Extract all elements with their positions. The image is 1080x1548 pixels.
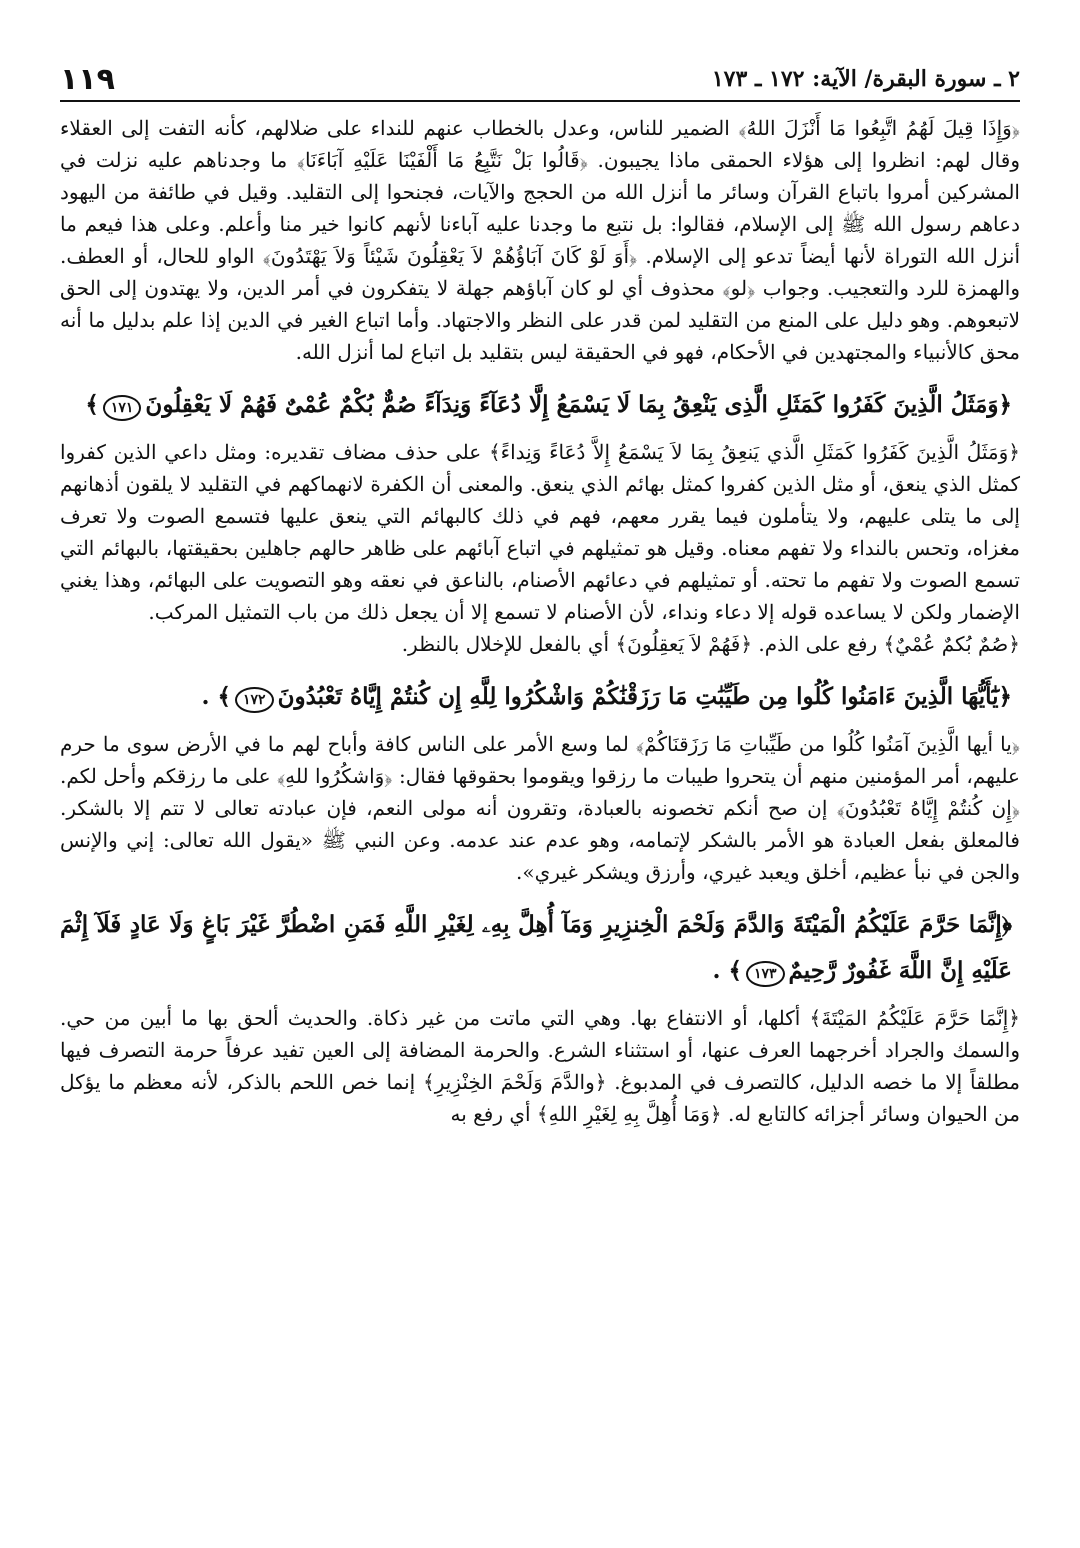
quran-verse [60,382,1020,428]
verse-closing-bracket: ﴾ [85,391,99,418]
verse-closing-bracket: ﴾ . [712,957,742,984]
quran-verse [60,674,1020,720]
verse-text: ﴿إِنَّمَا حَرَّمَ عَلَيْكُمُ الْمَيْتَةَ وَالدَّمَ وَلَحْمَ الْخِنزِيرِ وَمَآ أُهِلَّ بِهِۦ لِغَيْرِ اللَّهِ فَمَنِ اضْطُرَّ غَيْرَ بَاغٍ وَلَا عَادٍ فَلَآ إِثْمَ عَلَيْهِ إِنَّ اللَّهَ غَفُورٌ رَّحِيمٌ [60,911,1012,984]
verse-closing-bracket: ﴾ . [201,683,232,710]
page-number: ١١٩ [60,61,115,97]
verse-number-marker: ١٧٣ [746,961,785,987]
commentary-paragraph: ﴿يا أيها الَّذِينَ آمَنُوا كُلُوا من طَيِّباتِ مَا رَزَقنَاكُمْ﴾ لما وسع الأمر على الناس كافة وأباح لهم ما في الأرض سوى ما حرم عليهم، أمر المؤمنين منهم أن يتحروا طيبات ما رزقوا ويقوموا بحقوقها فقال: ﴿وَاشكُرُوا للهِ﴾ على ما رزقكم وأحل لكم. ﴿إِن كُنتُمْ إِيَّاهُ تَعْبُدُونَ﴾ إن صح أنكم تخصونه بالعبادة، وتقرون أنه مولى النعم، فإن عبادته تعالى لا تتم إلا بالشكر. فالمعلق بفعل العبادة هو الأمر بالشكر لإتمامه، وهو عدم عند عدمه. وعن النبي ﷺ «يقول الله تعالى: إني والإنس والجن في نبأ عظيم، أخلق ويعبد غيري، وأرزق ويشكر غيري». [60,732,1021,884]
page-header [60,58,1020,102]
commentary-paragraph: ﴿صُمٌ بُكمٌ عُمْيٌ﴾ رفع على الذم. ﴿فَهُمْ لاَ يَعقِلُونَ﴾ أي بالفعل للإخلال بالنظر. [401,632,1020,656]
verse-text: ﴿وَمَثَلُ الَّذِينَ كَفَرُوا كَمَثَلِ الَّذِى يَنْعِقُ بِمَا لَا يَسْمَعُ إِلَّا دُعَآءً وَنِدَآءً صُمٌّ بُكْمٌ عُمْىٌ فَهُمْ لَا يَعْقِلُونَ [145,391,1012,418]
running-title: ٢ ـ سورة البقرة/ الآية: ١٧٢ ـ ١٧٣ [711,66,1020,92]
quran-verse [60,902,1020,994]
commentary-paragraph: ﴿إِنَّمَا حَرَّمَ عَلَيْكُمُ المَيْتَةَ﴾ أكلها، أو الانتفاع بها. وهي التي ماتت من غير ذكاة. والحديث ألحق بها ما أبين من حي. والسمك والجراد أخرجهما العرف عنها، أو استثناء الشرع. والحرمة المضافة إلى العين تفيد عرفاً حرمة التصرف فيها مطلقاً إلا ما خصه الدليل، كالتصرف في المدبوغ. ﴿والدَّمَ وَلَحْمَ الخِنْزِيرِ﴾ إنما خص اللحم بالذكر، لأنه معظم ما يؤكل من الحيوان وسائر أجزائه كالتابع له. ﴿وَمَا أُهِلَّ بِهِ لِغَيْرِ اللهِ﴾ أي رفع به [60,1006,1020,1126]
verse-number-marker: ١٧٢ [235,687,274,713]
commentary-paragraph: ﴿وَمَثَلُ الَّذِينَ كَفَرُوا كَمَثَلِ الَّذي يَنعِقُ بِمَا لاَ يَسْمَعُ إِلاَّ دُعَاءً وَنِداءً﴾ على حذف مضاف تقديره: ومثل داعي الذين كفروا كمثل الذي ينعق، أو مثل الذين كفروا كمثل بهائم الذي ينعق. والمعنى أن الكفرة لانهماكهم في التقليد لا يلقون أذهانهم إلى ما يتلى عليهم، ولا يتأملون فيما يقرر معهم، فهم في ذلك كالبهائم التي ينعق عليها فتسمع الصوت ولا تعرف مغزاه، وتحس بالنداء ولا تفهم معناه. وقيل هو تمثيلهم في اتباع آبائهم على ظاهر حالهم جاهلين بحقيقتها، بالبهائم التي تسمع الصوت ولا تفهم ما تحته. أو تمثيلهم في دعائهم الأصنام، بالناعق في نعقه وهو التصويت على البهائم، وهذا يغني الإضمار ولكن لا يساعده قوله إلا دعاء ونداء، لأن الأصنام لا تسمع إلا أن يجعل ذلك من باب التمثيل المركب. [60,440,1021,624]
verse-text: ﴿يَٰٓأَيُّهَا الَّذِينَ ءَامَنُوا كُلُوا مِن طَيِّبَٰتِ مَا رَزَقْنَٰكُمْ وَاشْكُرُوا لِلَّهِ إِن كُنتُمْ إِيَّاهُ تَعْبُدُونَ [277,683,1012,710]
verse-number-marker: ١٧١ [103,395,142,421]
page-body [60,112,1020,1130]
commentary-paragraph: ﴿وَإِذَا قِيلَ لَهُمُ اتَّبِعُوا مَا أَنْزَلَ اللهُ﴾ الضمير للناس، وعدل بالخطاب عنهم للنداء على ضلالهم، كأنه التفت إلى العقلاء وقال لهم: انظروا إلى هؤلاء الحمقى ماذا يجيبون. ﴿قَالُوا بَلْ نَتَّبِعُ مَا أَلْفَيْنَا عَلَيْهِ آبَاءَنَا﴾ ما وجدناهم عليه نزلت في المشركين أمروا باتباع القرآن وسائر ما أنزل الله من الحجج والآيات، فجنحوا إلى التقليد. وقيل في طائفة من اليهود دعاهم رسول الله ﷺ إلى الإسلام، فقالوا: بل نتبع ما وجدنا عليه آباءنا لأنهم كانوا خير منا وأعلم. وعلى هذا فيعم ما أنزل الله التوراة لأنها أيضاً تدعو إلى الإسلام. ﴿أَوَ لَوْ كَانَ آبَاؤُهُمْ لاَ يَعْقِلُونَ شَيْئاً وَلاَ يَهْتَدُونَ﴾ الواو للحال، أو العطف. والهمزة للرد والتعجيب. وجواب ﴿لو﴾ محذوف أي لو كان آباؤهم جهلة لا يتفكرون في أمر الدين، ولا يهتدون إلى الحق لاتبعوهم. وهو دليل على المنع من التقليد لمن قدر على النظر والاجتهاد. وأما اتباع الغير في الدين إذا علم بدليل ما أنه محق كالأنبياء والمجتهدين في الأحكام، فهو في الحقيقة ليس بتقليد بل اتباع لما أنزل الله. [60,116,1021,364]
